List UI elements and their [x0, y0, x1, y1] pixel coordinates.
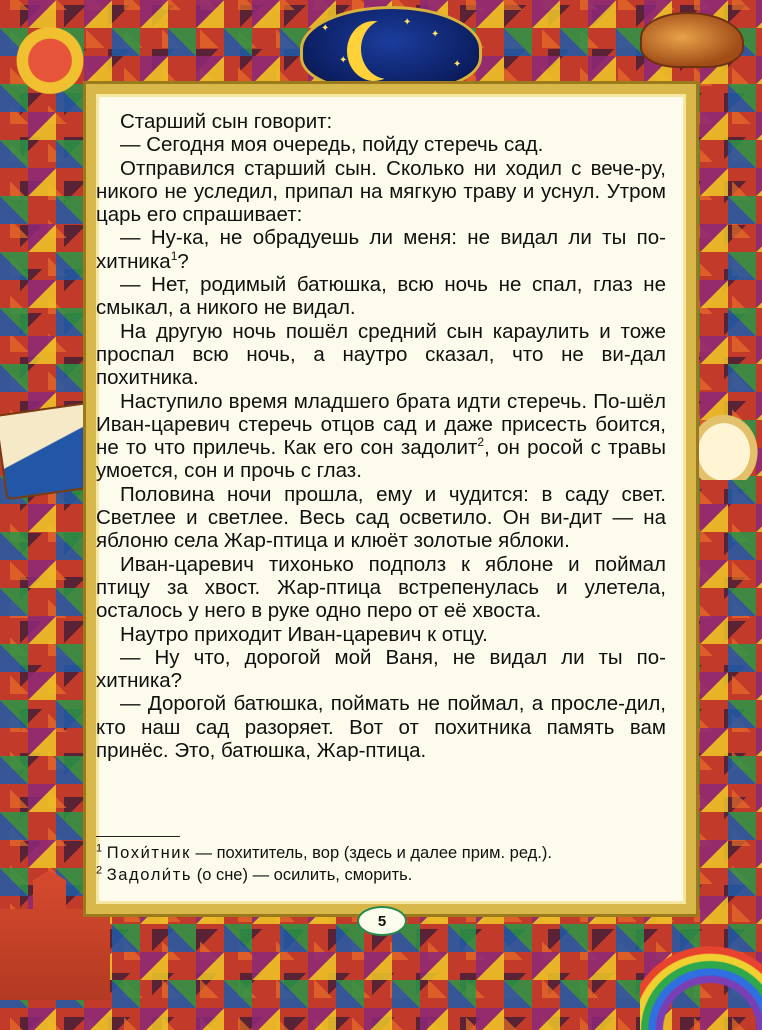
- rainbow-illustration: [640, 930, 762, 1030]
- page-number: 5: [357, 906, 407, 936]
- paragraph: Отправился старший сын. Сколько ни ходил с вече-ру, никого не уследил, припал на мягкую траву и уснул. Утром царь его спрашивает:: [96, 156, 666, 227]
- paragraph: На другую ночь пошёл средний сын караулить и тоже проспал всю ночь, а наутро сказал, что не ви-дал похитника.: [96, 319, 666, 390]
- paragraph: Половина ночи прошла, ему и чудится: в саду свет. Светлее и светлее. Весь сад осветило. Он ви-дит — на яблоню села Жар-птица и клюёт золотые яблоки.: [96, 482, 666, 553]
- star-icon: ✦: [321, 23, 330, 34]
- footnote-mark: 1: [96, 842, 103, 855]
- crescent-moon-illustration: [300, 6, 482, 92]
- paragraph: Старший сын говорит:: [120, 110, 333, 133]
- star-icon: ✦: [403, 17, 412, 28]
- footnote-text: (о сне) — осилить, сморить.: [192, 866, 413, 884]
- paragraph: Иван-царевич тихонько подполз к яблоне и поймал птицу за хвост. Жар-птица встрепенулась и улетела, осталось у него в руке одно перо от её хвоста.: [96, 552, 666, 623]
- star-icon: ✦: [453, 59, 462, 70]
- footnote: [96, 842, 676, 864]
- footnote-ref: 2: [477, 435, 485, 450]
- paragraph-text: ?: [177, 249, 189, 273]
- moon-icon: [361, 19, 415, 79]
- paragraph: — Дорогой батюшка, поймать не поймал, а просле-дил, кто наш сад разоряет. Вот от похитника память вам принёс. Это, батюшка, Жар-птица.: [96, 692, 666, 763]
- magic-lamp-illustration: [640, 12, 744, 68]
- paragraph: — Сегодня моя очередь, пойду стеречь сад.: [120, 133, 544, 157]
- footnote-divider: [96, 836, 180, 837]
- paragraph-text: , он росой с травы умоется, сон и прочь с глаз.: [96, 436, 666, 483]
- cake-illustration: [686, 410, 762, 480]
- footnote-mark: 2: [96, 864, 103, 877]
- paragraph-text: — Ну-ка, не обрадуешь ли меня: не видал ли ты по-хитника: [96, 226, 666, 273]
- star-icon: ✦: [431, 29, 440, 40]
- footnote-term: Задоли́ть: [106, 866, 193, 884]
- footnote-text: — похититель, вор (здесь и далее прим. ред.).: [190, 844, 552, 862]
- footnote-ref: 1: [170, 248, 178, 263]
- paragraph: — Нет, родимый батюшка, всю ночь не спал, глаз не смыкал, а никого не видал.: [96, 273, 666, 320]
- footnote: [96, 864, 676, 886]
- star-icon: ✦: [339, 55, 348, 66]
- paragraph: — Ну что, дорогой мой Ваня, не видал ли ты по-хитника?: [96, 645, 666, 693]
- footnotes: [96, 842, 676, 886]
- paragraph-text: Наступило время младшего брата идти стеречь. По-шёл Иван-царевич стеречь отцов сад и даже присесть боится, не то что прилечь. Как его сон задолит: [96, 389, 666, 460]
- paragraph: [96, 390, 666, 483]
- footnote-term: Похи́тник: [106, 844, 191, 862]
- story-text: [96, 110, 666, 762]
- paragraph: [96, 226, 666, 273]
- paragraph: Наутро приходит Иван-царевич к отцу.: [120, 622, 488, 646]
